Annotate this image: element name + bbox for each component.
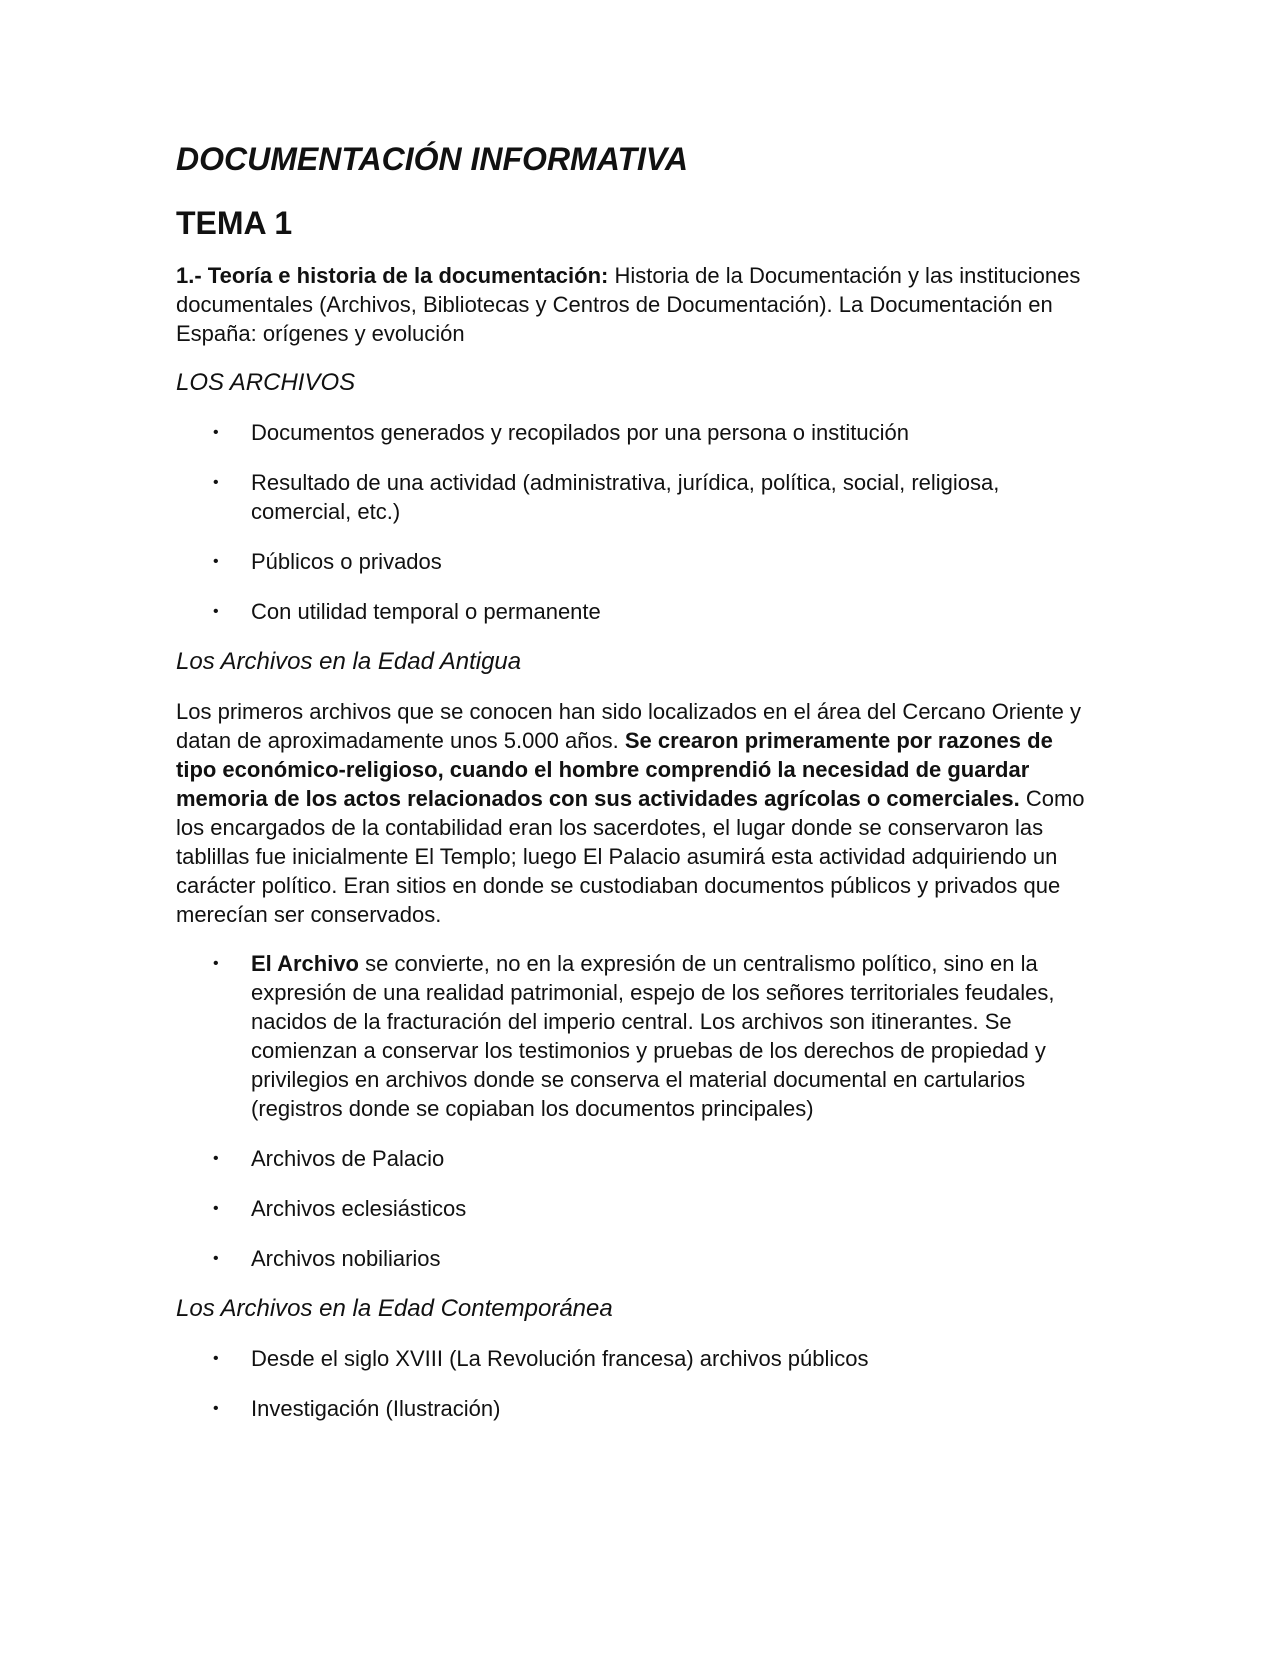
archivos-list — [176, 418, 1096, 626]
list-item-text: Archivos eclesiásticos — [251, 1195, 467, 1221]
bullet-icon: • — [213, 473, 219, 491]
list-item — [176, 597, 1096, 626]
document-page — [176, 140, 1096, 1444]
list-item — [176, 1194, 1096, 1223]
list-item-text: Públicos o privados — [251, 548, 442, 574]
list-item — [176, 547, 1096, 576]
list-item-text: Documentos generados y recopilados por una persona o institución — [251, 419, 909, 445]
tema-heading: TEMA 1 — [176, 205, 293, 242]
paragraph-text-start: Los primeros archivos que se conocen han sido localizados en el área del Cercano Oriente y datan de aproximadamente unos 5.000 años. — [176, 698, 1081, 753]
bullet-icon: • — [213, 602, 219, 620]
list-item-text: Archivos de Palacio — [251, 1145, 445, 1171]
list-item — [176, 949, 1096, 1123]
list-item-text: se convierte, no en la expresión de un centralismo político, sino en la expresión de una realidad patrimonial, espejo de los señores territoriales feudales, nacidos de la fracturación del imperio central. Los archivos son itinerantes. Se comienzan a conservar los testimonios y pruebas de los derechos de propiedad y privilegios en archivos donde se conserva el material documental en cartularios (registros donde se copiaban los documentos principales) — [251, 950, 1055, 1121]
bullet-icon: • — [213, 954, 219, 972]
section-heading-edad-contemporanea: Los Archivos en la Edad Contemporánea — [176, 1294, 613, 1322]
paragraph-text-bold: Se crearon primeramente por razones de tipo económico-religioso, cuando el hombre comprendió la necesidad de guardar memoria de los actos relacionados con sus actividades agrícolas o comerciales. — [176, 727, 1053, 811]
list-item — [176, 468, 1096, 526]
bullet-icon: • — [213, 423, 219, 441]
document-title: DOCUMENTACIÓN INFORMATIVA — [176, 141, 688, 177]
bullet-icon: • — [213, 1249, 219, 1267]
list-item-text: Resultado de una actividad (administrativa, jurídica, política, social, religiosa, comercial, etc.) — [251, 469, 1000, 524]
edad-contemporanea-list — [176, 1344, 1096, 1423]
intro-bold-label: 1.- Teoría e historia de la documentación: — [176, 262, 609, 288]
intro-text: Historia de la Documentación y las instituciones documentales (Archivos, Bibliotecas y Centros de Documentación). La Documentación en España: orígenes y evolución — [176, 262, 1081, 346]
paragraph-text-end: Como los encargados de la contabilidad eran los sacerdotes, el lugar donde se conservaron las tablillas fue inicialmente El Templo; luego El Palacio asumirá esta actividad adquiriendo un carácter político. Eran sitios en donde se custodiaban documentos públicos y privados que merecían ser conservados. — [176, 785, 1085, 927]
bullet-icon: • — [213, 1349, 219, 1367]
list-item-bold-text: El Archivo — [251, 950, 359, 976]
list-item — [176, 1244, 1096, 1273]
list-item — [176, 1394, 1096, 1423]
section-heading-archivos: LOS ARCHIVOS — [176, 368, 356, 396]
list-item — [176, 1144, 1096, 1173]
section-heading-edad-antigua: Los Archivos en la Edad Antigua — [176, 647, 522, 675]
intro-paragraph — [176, 261, 1096, 348]
edad-antigua-paragraph — [176, 697, 1096, 929]
bullet-icon: • — [213, 552, 219, 570]
list-item-text: Archivos nobiliarios — [251, 1245, 441, 1271]
list-item-text: Con utilidad temporal o permanente — [251, 598, 601, 624]
edad-antigua-list — [176, 949, 1096, 1273]
bullet-icon: • — [213, 1199, 219, 1217]
list-item-text: Desde el siglo XVIII (La Revolución francesa) archivos públicos — [251, 1345, 869, 1371]
list-item — [176, 418, 1096, 447]
list-item-text: Investigación (Ilustración) — [251, 1395, 501, 1421]
bullet-icon: • — [213, 1149, 219, 1167]
list-item — [176, 1344, 1096, 1373]
bullet-icon: • — [213, 1399, 219, 1417]
